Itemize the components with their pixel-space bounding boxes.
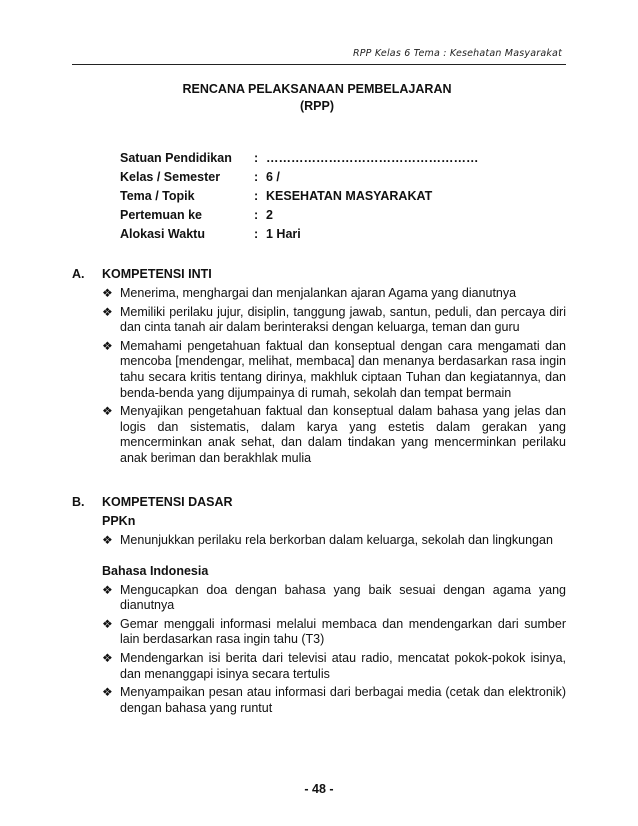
info-label: Tema / Topik	[120, 189, 195, 203]
info-value: 6 /	[266, 170, 280, 184]
info-label: Alokasi Waktu	[120, 227, 205, 241]
info-colon: :	[254, 151, 259, 165]
document-subtitle: (RPP)	[299, 99, 335, 113]
diamond-bullet-icon: ❖	[102, 650, 113, 665]
list-item	[102, 685, 566, 716]
diamond-bullet-icon: ❖	[102, 286, 113, 300]
list-item-text: Menyampaikan pesan atau informasi dari berbagai media (cetak dan elektronik) dengan bahasa yang runtut	[120, 685, 566, 715]
diamond-bullet-icon: ❖	[102, 304, 113, 319]
subject-heading-bahasa-indonesia: Bahasa Indonesia	[102, 563, 209, 578]
bullet-list	[102, 286, 566, 467]
info-colon: :	[254, 189, 259, 203]
header-rule	[72, 64, 566, 65]
info-colon: :	[254, 227, 259, 241]
diamond-bullet-icon: ❖	[102, 533, 113, 547]
list-item-text: Menyajikan pengetahuan faktual dan konseptual dalam bahasa yang jelas dan logis dan sistematis, dalam karya yang estetis dalam gerakan yang mencerminkan anak sehat, dan dalam tindakan yang mencerminkan perilaku anak beriman dan berakhlak mulia	[120, 404, 566, 465]
list-item	[102, 286, 566, 302]
section-letter: B.	[72, 495, 85, 509]
list-item	[102, 339, 566, 401]
list-item	[102, 533, 566, 549]
info-colon: :	[254, 170, 259, 184]
list-item	[102, 651, 566, 682]
info-row-pertemuan	[120, 206, 479, 225]
info-value: 1 Hari	[266, 227, 301, 241]
document-title: RENCANA PELAKSANAAN PEMBELAJARAN	[182, 82, 452, 96]
bullet-list	[102, 583, 566, 717]
subject-heading-ppkn: PPKn	[102, 514, 136, 528]
list-item	[102, 305, 566, 336]
list-item	[102, 404, 566, 466]
section-heading	[72, 494, 566, 511]
diamond-bullet-icon: ❖	[102, 582, 113, 597]
list-item-text: Menerima, menghargai dan menjalankan ajaran Agama yang dianutnya	[120, 286, 517, 300]
info-table	[120, 149, 479, 244]
info-label: Kelas / Semester	[120, 170, 221, 184]
section-letter: A.	[72, 267, 85, 281]
diamond-bullet-icon: ❖	[102, 338, 113, 353]
info-label: Satuan Pendidikan	[120, 151, 232, 165]
info-row-alokasi	[120, 225, 479, 244]
info-label: Pertemuan ke	[120, 208, 202, 222]
info-colon: :	[254, 208, 259, 222]
info-value: KESEHATAN MASYARAKAT	[266, 189, 433, 203]
section-heading	[72, 266, 566, 283]
diamond-bullet-icon: ❖	[102, 404, 113, 419]
section-kompetensi-inti	[72, 266, 566, 467]
running-header: RPP Kelas 6 Tema : Kesehatan Masyarakat	[352, 48, 562, 59]
list-item-text: Memahami pengetahuan faktual dan konseptual dengan cara mengamati dan mencoba [mendengar, melihat, membaca] dan menanya berdasarkan rasa ingin tahu secara kritis tentang dirinya, makhluk ciptaan Tuhan dan kegiatannya, dan benda-benda yang dijumpainya di rumah, sekolah dan tempat bermain	[120, 338, 566, 400]
info-row-kelas	[120, 168, 479, 187]
list-item-text: Mengucapkan doa dengan bahasa yang baik sesuai dengan agama yang dianutnya	[120, 582, 566, 613]
info-row-satuan	[120, 149, 479, 168]
info-row-tema	[120, 187, 479, 206]
section-title: KOMPETENSI DASAR	[102, 495, 233, 509]
section-title: KOMPETENSI INTI	[102, 267, 212, 281]
diamond-bullet-icon: ❖	[102, 616, 113, 631]
page-number: - 48 -	[304, 782, 334, 796]
list-item-text: Memiliki perilaku jujur, disiplin, tanggung jawab, santun, peduli, dan percaya diri dan cinta tanah air dalam berinteraksi dengan keluarga, teman dan guru	[120, 304, 566, 335]
list-item-text: Mendengarkan isi berita dari televisi atau radio, mencatat pokok-pokok isinya, dan menanggapi isinya secara tertulis	[120, 650, 566, 681]
list-item	[102, 617, 566, 648]
list-item-text: Menunjukkan perilaku rela berkorban dalam keluarga, sekolah dan lingkungan	[120, 533, 553, 547]
section-kompetensi-dasar	[72, 494, 566, 716]
info-value: ……………………………………………	[266, 151, 479, 165]
info-value: 2	[266, 208, 273, 222]
list-item	[102, 583, 566, 614]
bullet-list	[102, 533, 566, 549]
list-item-text: Gemar menggali informasi melalui membaca dan mendengarkan dari sumber lain berdasarkan rasa ingin tahu (T3)	[120, 616, 566, 647]
diamond-bullet-icon: ❖	[102, 685, 113, 700]
